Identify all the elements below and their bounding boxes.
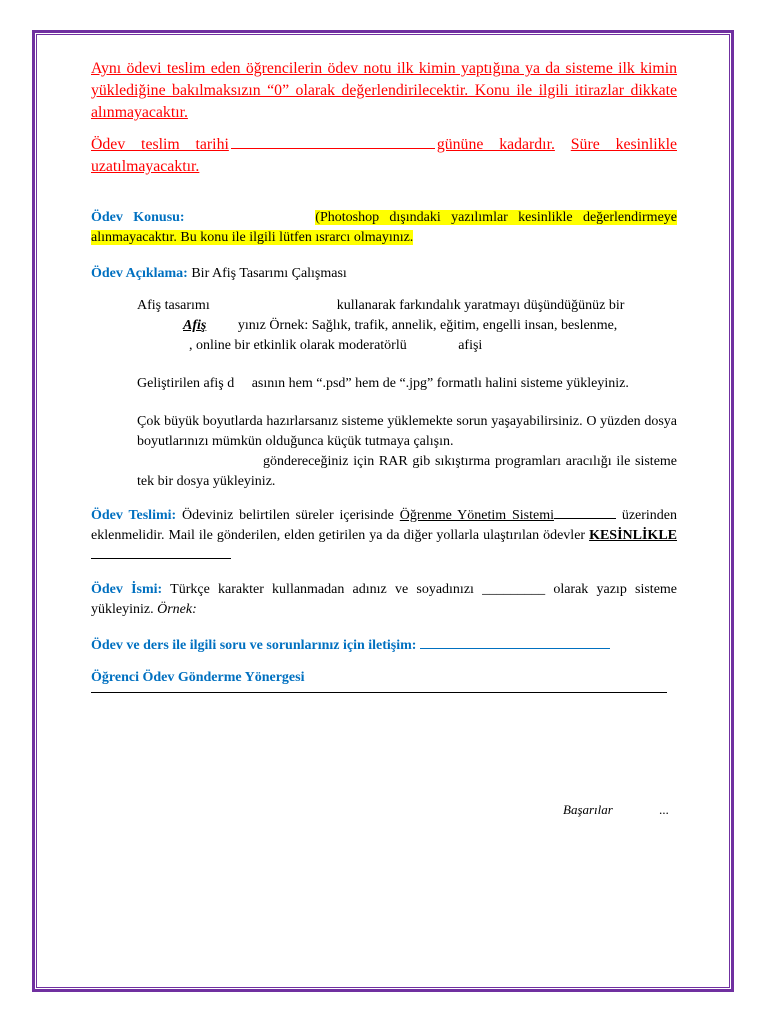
desc-p3-a: Çok büyük boyutlarda hazırlarsanız sisteme yüklemekte sorun yaşayabilirsiniz. O yüzden dosya boyutlarınızı mümkün olduğunca küçük tutmaya çalışın. bbox=[137, 414, 677, 449]
isim-label: Ödev İsmi: bbox=[91, 582, 163, 597]
desc-p2-b: asının hem “.psd” hem de “.jpg” formatlı halini sisteme yükleyiniz. bbox=[251, 376, 629, 391]
desc-paragraph-2 bbox=[137, 374, 677, 394]
isim-blank: _________ bbox=[482, 582, 546, 597]
teslim-label: Ödev Teslimi: bbox=[91, 508, 177, 523]
konu-label: Ödev Konusu: bbox=[91, 210, 185, 225]
signature bbox=[563, 802, 669, 818]
iletisim-paragraph bbox=[91, 636, 677, 656]
teslim-text1: Ödeviniz belirtilen süreler içerisinde bbox=[182, 508, 394, 523]
section-divider bbox=[91, 692, 667, 693]
description-block bbox=[137, 296, 677, 492]
deadline-suffix: Süre kesinlikle uzatılmayacaktır. bbox=[91, 136, 677, 175]
iletisim-label: Ödev ve ders ile ilgili soru ve sorunlarınız için iletişim: bbox=[91, 638, 417, 653]
warning-text: Aynı ödevi teslim eden öğrencilerin ödev notu ilk kimin yaptığına ya da sisteme ilk kimin yüklediğine bakılmaksızın “0” olarak değerlendirilecektir. Konu ile ilgili itirazlar dikkate alınmayacaktır. bbox=[91, 60, 677, 121]
iletisim-line bbox=[420, 647, 610, 649]
teslim-lms-line bbox=[554, 517, 616, 519]
desc-p1-c: yınız Örnek: Sağlık, trafik, annelik, eğitim, engelli insan, beslenme, bbox=[237, 318, 618, 333]
desc-p3-b: göndereceğiniz için RAR gib bbox=[263, 454, 431, 469]
isim-ornek: Örnek: bbox=[157, 602, 197, 617]
desc-p1-e: afişi bbox=[458, 338, 483, 353]
desc-p2-a: Geliştirilen afiş d bbox=[137, 376, 235, 391]
basarilar-text: Başarılar bbox=[563, 802, 613, 817]
desc-paragraph-1 bbox=[137, 296, 677, 356]
isim-text2: olarak yazıp sisteme yükleyiniz. bbox=[91, 582, 678, 617]
yonerge-paragraph bbox=[91, 668, 677, 688]
desc-afis: Afiş bbox=[183, 318, 207, 333]
desc-p1-d: , online bir etkinlik olarak moderatörlü bbox=[189, 338, 407, 353]
teslim-kesin: KESİNLİKLE bbox=[589, 528, 678, 543]
teslim-lms: Öğrenme Yönetim Sistemi bbox=[399, 508, 554, 523]
signature-dots: ... bbox=[659, 802, 670, 817]
teslim-kesin-line bbox=[91, 557, 231, 559]
teslim-text2: üzerinden eklenmelidir. Mail ile gönderilen, elden getirilen ya da diğer yollarla ulaştırılan ödevler bbox=[91, 508, 678, 543]
yonerge-label: Öğrenci Ödev Gönderme Yönergesi bbox=[91, 670, 305, 685]
aciklama-label: Ödev Açıklama: bbox=[91, 266, 188, 281]
desc-p1-a: Afiş tasarımı bbox=[137, 298, 210, 313]
isim-paragraph bbox=[91, 580, 677, 620]
isim-text1: Türkçe karakter kullanmadan adınız ve soyadınızı bbox=[170, 582, 474, 597]
document-body bbox=[91, 58, 677, 688]
deadline-mid: gününe kadardır. bbox=[436, 136, 555, 153]
desc-p1-b: kullanarak farkındalık yaratmayı düşündüğünüz bir bbox=[336, 298, 625, 313]
aciklama-paragraph bbox=[91, 264, 677, 284]
teslim-paragraph bbox=[91, 506, 677, 566]
deadline-text bbox=[91, 134, 677, 178]
desc-paragraph-3 bbox=[137, 412, 677, 492]
konu-paragraph bbox=[91, 208, 677, 248]
deadline-blank bbox=[231, 147, 435, 149]
konu-note: (Photoshop dışındaki yazılımlar kesinlikle değerlendirmeye alınmayacaktır. Bu konu ile ilgili lütfen ısrarcı olmayınız. bbox=[91, 210, 678, 245]
deadline-prefix: Ödev teslim tarihi bbox=[91, 136, 229, 153]
desc-p3-c: sıkıştırma programları aracılığı ile sisteme tek bir dosya yükleyiniz. bbox=[137, 454, 678, 489]
aciklama-value: Bir Afiş Tasarımı Çalışması bbox=[191, 266, 347, 281]
